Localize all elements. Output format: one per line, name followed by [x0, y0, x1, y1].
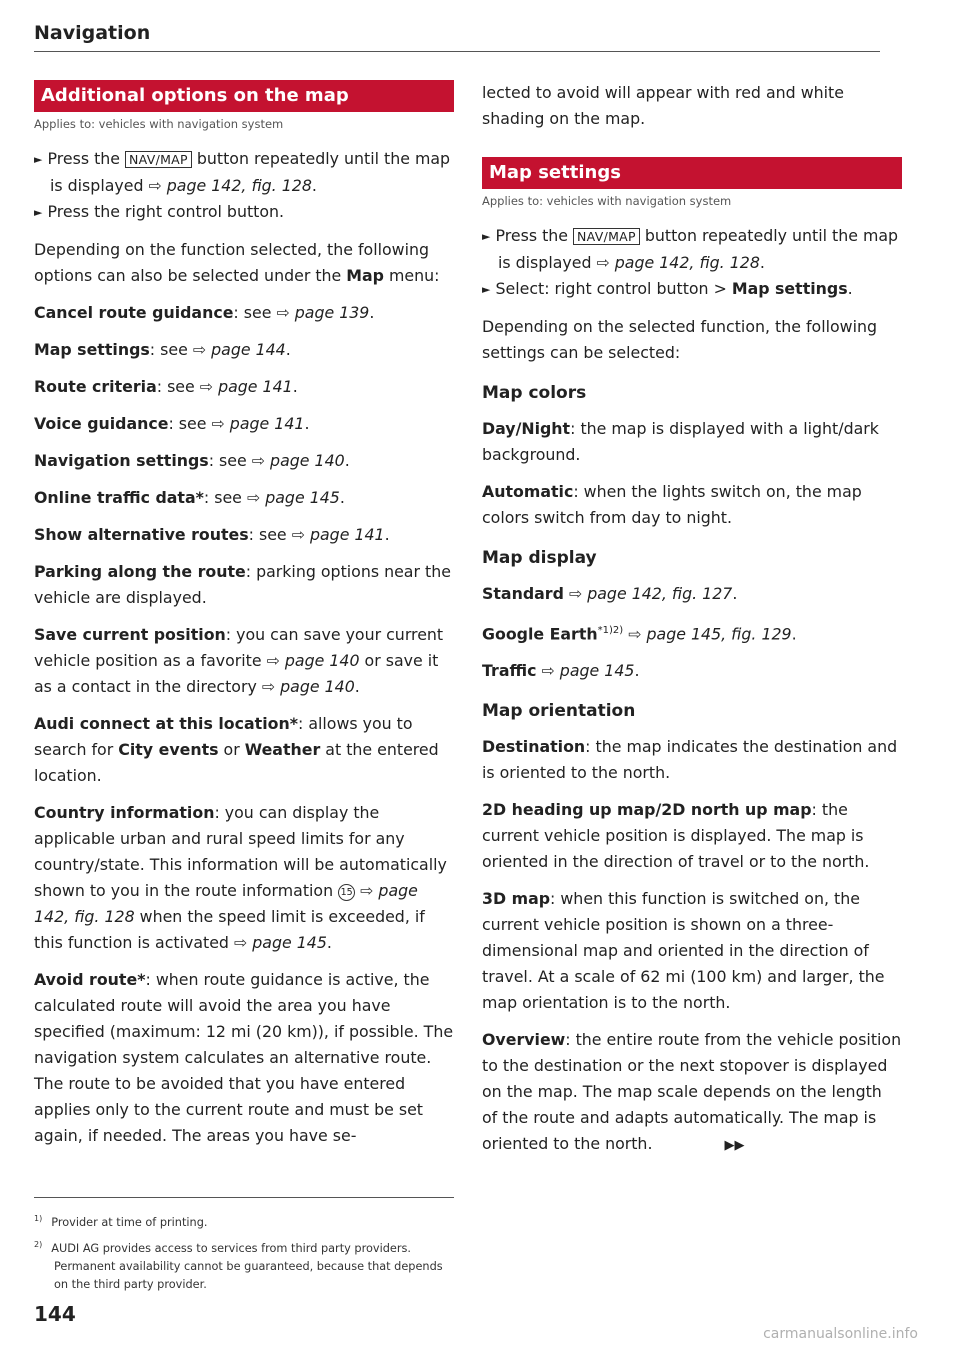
setting-overview: Overview: the entire route from the vehicle position to the destination or the next stopover is displayed on the map. The map scale depends on the length of the route and adapts automatically. The map is oriented to the north. ▶▶ [482, 1030, 902, 1154]
setting-day-night: Day/Night: the map is displayed with a light/dark background. [482, 419, 879, 464]
footnote: $^{2)}$ AUDI AG provides access to services from third party providers. Permanent availability cannot be guaranteed, because that depends on the third party provider. [34, 1239, 443, 1291]
continued-paragraph: lected to avoid will appear with red and white shading on the map. [482, 83, 844, 128]
step-bullet: ► Press the right control button. [34, 202, 285, 221]
setting-traffic: Traffic ⇨ page 145. [482, 661, 640, 681]
option-map-settings: Map settings: see ⇨ page 144. [34, 340, 291, 359]
watermark: carmanualsonline.info [763, 1326, 918, 1342]
setting-automatic: Automatic: when the lights switch on, the map colors switch from day to night. [482, 482, 862, 527]
step-bullet: ► Press the NAV/MAP button repeatedly until the map is displayed ⇨ page 142, fig. 128. [482, 226, 899, 272]
bullet-triangle-icon: ► [482, 230, 491, 243]
option-avoid-route: Avoid route*: when route guidance is active, the calculated route will avoid the area you have specified (maximum: 12 mi (20 km)), if possible. The navigation system calculates an alternative route. The route to be avoided that you have entered applies only to the current route and must be set again, if needed. The areas you have se- [34, 970, 454, 1145]
option-route-criteria: Route criteria: see ⇨ page 141. [34, 377, 298, 396]
callout-15-icon: 15 [338, 884, 355, 901]
option-voice-guidance: Voice guidance: see ⇨ page 141. [34, 414, 310, 433]
option-parking: Parking along the route: parking options near the vehicle are displayed. [34, 562, 451, 607]
option-online-traffic: Online traffic data*: see ⇨ page 145. [34, 488, 345, 507]
continue-arrow-icon: ▶▶ [724, 1138, 745, 1154]
right-column [482, 80, 902, 1170]
setting-3d-map: 3D map: when this function is switched on, the current vehicle position is shown on a three-dimensional map and oriented in the direction of travel. At a scale of 62 mi (100 km) and larger, the map orientation is to the north. [482, 889, 885, 1013]
footnotes [34, 1210, 454, 1298]
page-number: 144 [34, 1302, 76, 1326]
bullet-triangle-icon: ► [34, 153, 43, 166]
option-navigation-settings: Navigation settings: see ⇨ page 140. [34, 451, 350, 470]
option-alternative-routes: Show alternative routes: see ⇨ page 141. [34, 525, 390, 544]
setting-standard: Standard ⇨ page 142, fig. 127. [482, 584, 738, 603]
section-heading-additional-options: Additional options on the map [34, 80, 454, 112]
intro-paragraph: Depending on the function selected, the following options can also be selected under the Map menu: [34, 240, 440, 285]
option-audi-connect: Audi connect at this location*: allows you to search for City events or Weather at the entered location. [34, 714, 439, 785]
setting-google-earth: Google Earth$^{*1)2)}$ ⇨ page 145, fig. 129. [482, 624, 797, 644]
section-header: Navigation [34, 22, 880, 52]
footnote: $^{1)}$ Provider at time of printing. [34, 1214, 208, 1229]
option-cancel-route: Cancel route guidance: see ⇨ page 139. [34, 303, 375, 322]
subheading-map-colors: Map colors [482, 383, 587, 403]
setting-destination: Destination: the map indicates the destination and is oriented to the north. [482, 737, 898, 783]
intro-paragraph: Depending on the selected function, the following settings can be selected: [482, 317, 877, 362]
section-heading-map-settings: Map settings [482, 157, 902, 189]
subheading-map-orientation: Map orientation [482, 701, 636, 722]
bullet-triangle-icon: ► [482, 283, 491, 296]
subheading-map-display: Map display [482, 548, 597, 568]
nav-map-key: NAV/MAP [573, 228, 640, 245]
option-country-information: Country information: you can display the applicable urban and rural speed limits for any country/state. This information will be automatically shown to you in the route information 15 ⇨ page 142, fig. 128 when the speed limit is exceeded, if this function is activated ⇨ page 145. [34, 803, 447, 952]
footnote-divider [34, 1197, 454, 1198]
nav-map-key: NAV/MAP [125, 151, 192, 168]
left-column [34, 80, 454, 1160]
applies-note: Applies to: vehicles with navigation system [482, 194, 732, 208]
applies-note: Applies to: vehicles with navigation system [34, 117, 284, 131]
step-bullet: ► Select: right control button > Map settings. [482, 279, 853, 298]
setting-2d-map: 2D heading up map/2D north up map: the current vehicle position is displayed. The map is oriented in the direction of travel or to the north. [482, 800, 870, 872]
option-save-position: Save current position: you can save your current vehicle position as a favorite ⇨ page 140 or save it as a contact in the directory ⇨ page 140. [34, 625, 444, 696]
page-reference: ⇨ page 142, fig. 128 [148, 176, 312, 195]
step-bullet: ► Press the NAV/MAP button repeatedly until the map is displayed ⇨ page 142, fig. 128. [34, 149, 451, 195]
bullet-triangle-icon: ► [34, 206, 43, 219]
